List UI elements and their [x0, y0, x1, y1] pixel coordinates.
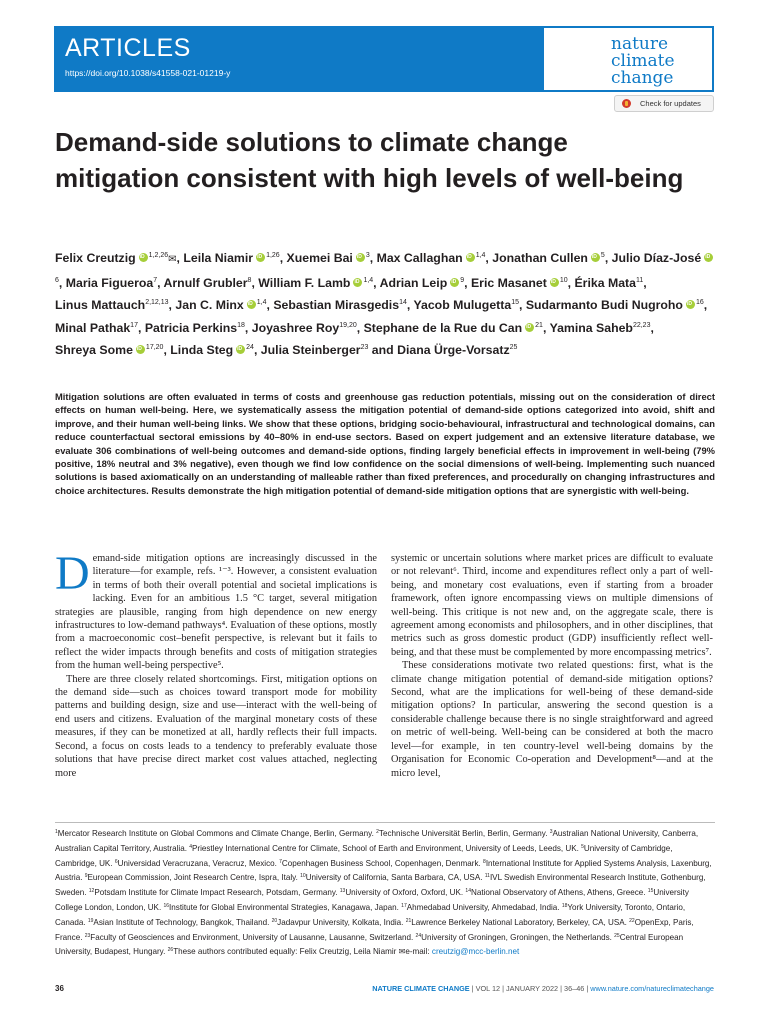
body-paragraph: These considerations motivate two related questions: first, what is the climate change mitigation potential of demand-side mitigation options? Second, what are the implications for well-being of these demand-side mitigation options? In particular, answering the second question is a considerable challenge because there is no single straightforward and agreed on metric of well-being. Well-being can be considered at both the macro level—for example, in ten country-level well-being domains by the Organisation for Economic Co-operation and Development⁸—and at the micro level,: [391, 660, 713, 779]
orcid-icon[interactable]: [139, 253, 148, 262]
author-separator: ,: [567, 275, 575, 290]
journal-logo-line1: nature: [611, 34, 669, 54]
affiliation-text: Central European University, Budapest, Hungary.: [55, 932, 684, 957]
affiliation-marker: 19,20: [339, 321, 357, 329]
affiliation-text: Lawrence Berkeley National Laboratory, Berkeley, CA, USA.: [411, 917, 630, 927]
email-link[interactable]: creutzig@mcc-berlin.net: [431, 947, 520, 957]
orcid-icon[interactable]: [686, 300, 695, 309]
affiliation-marker: 1,4: [256, 299, 267, 306]
affiliation-text: University of California, Santa Barbara, CA, USA.: [305, 873, 485, 883]
affiliation-text: University of Cambridge, Cambridge, UK.: [55, 843, 673, 868]
affiliation-marker: 18: [237, 321, 245, 329]
affiliation-number: 3: [549, 829, 553, 835]
author-separator: ,: [406, 298, 414, 312]
body-column-left: [55, 547, 377, 780]
affiliation-text: Faculty of Geosciences and Environment, University of Lausanne, Lausanne, Switzerland.: [90, 932, 416, 942]
author-separator: ,: [703, 298, 708, 312]
affiliation-marker: 1,2,26: [148, 252, 169, 259]
affiliation-text: OpenExp, Paris, France.: [55, 917, 694, 942]
affiliation-text: York University, Toronto, Ontario, Canada.: [55, 902, 686, 927]
affiliation-number: 23: [84, 932, 91, 939]
article-header: [0, 0, 768, 120]
footer-issue: | VOL 12 | JANUARY 2022 | 36–46 |: [469, 984, 591, 993]
author-name[interactable]: Arnulf Grubler: [163, 275, 248, 290]
author-separator: ,: [163, 343, 171, 357]
affiliation-text: These authors contributed equally: Felix Creutzig, Leila Niamir: [173, 947, 399, 957]
affiliation-text: European Commission, Joint Research Centre, Ispra, Italy.: [87, 873, 301, 883]
affiliation-number: 8: [483, 858, 486, 865]
affiliation-text: National Observatory of Athens, Athens, Greece.: [470, 888, 648, 898]
article-title: Demand-side solutions to climate change mitigation consistent with high levels of well-being: [55, 127, 684, 193]
affiliation-text: University of Oxford, Oxford, UK.: [345, 888, 466, 898]
affiliation-marker: 17,20: [145, 344, 164, 351]
affiliation-number: 20: [271, 917, 278, 924]
affiliation-text: Jadavpur University, Kolkata, India.: [277, 917, 406, 927]
author-name[interactable]: Shreya Some: [55, 343, 133, 357]
affiliation-number: 18: [561, 902, 568, 909]
affiliation-number: 15: [647, 888, 654, 895]
orcid-icon[interactable]: [591, 253, 600, 262]
author-separator: ,: [168, 298, 176, 312]
affiliation-number: 21: [405, 917, 412, 924]
affiliation-marker: 10: [559, 276, 568, 284]
affiliation-number: 10: [300, 873, 306, 880]
journal-logo[interactable]: [611, 36, 712, 87]
author-separator: ,: [485, 251, 493, 265]
author-separator: ,: [157, 275, 164, 290]
affiliation-marker: 6: [55, 276, 59, 284]
affiliation-text: Mercator Research Institute on Global Commons and Climate Change, Berlin, Germany.: [57, 829, 377, 838]
author-name[interactable]: Patricia Perkins: [144, 320, 238, 335]
affiliation-marker: 3: [365, 252, 370, 259]
body-paragraph: There are three closely related shortcomings. First, mitigation options on the demand side—such as choices toward transport mode for mobility patterns and building design, size and use—interact with the well-being of end users and citizens. Evaluation of the marginal monetary costs of these measures, if they can be monetized at all, hardly reflects their full impacts. Second, a focus on costs leads to a tendency to preferably evaluate those solutions that have precise direct market cost values attached, neglecting more: [55, 673, 377, 779]
affiliation-text: University of Groningen, Groningen, the Netherlands.: [421, 932, 615, 942]
author-name[interactable]: Julia Steinberger: [260, 343, 361, 357]
affiliation-text: IVL Swedish Environmental Research Institute, Gothenburg, Sweden.: [55, 873, 706, 898]
affiliation-text: Australian National University, Canberra, Australian Capital Territory, Australia.: [55, 829, 699, 853]
author-separator: ,: [137, 320, 145, 335]
author-separator: ,: [542, 320, 550, 335]
orcid-icon[interactable]: [236, 345, 245, 354]
affiliation-marker: 16: [695, 299, 704, 306]
affiliation-text: Ahmedabad University, Ahmedabad, India.: [406, 902, 562, 912]
affiliation-marker: 2,12,13: [145, 299, 169, 306]
affiliation-marker: 11: [635, 276, 644, 284]
affiliation-marker: 1,4: [475, 252, 486, 259]
affiliation-number: 24: [415, 932, 422, 939]
affiliation-number: 11: [484, 873, 490, 880]
affiliation-marker: 1,4: [363, 276, 374, 284]
doi-link[interactable]: https://doi.org/10.1038/s41558-021-01219-y: [65, 68, 231, 78]
author-name[interactable]: Sebastian Mirasgedis: [273, 298, 400, 312]
journal-footer: [372, 984, 714, 993]
author-name[interactable]: Max Callaghan: [376, 251, 463, 265]
orcid-icon[interactable]: [256, 253, 265, 262]
author-separator: ,: [266, 298, 274, 312]
author-separator: ,: [373, 275, 380, 290]
author-name[interactable]: Linda Steg: [170, 343, 234, 357]
author-name[interactable]: Leila Niamir: [183, 251, 254, 265]
affiliation-number: 2: [376, 829, 379, 835]
author-name[interactable]: Sudarmanto Budi Nugroho: [525, 298, 683, 312]
author-name[interactable]: Linus Mattauch: [55, 298, 146, 312]
orcid-icon[interactable]: [247, 300, 256, 309]
author-name[interactable]: William F. Lamb: [258, 275, 351, 290]
affiliation-text: Potsdam Institute for Climate Impact Research, Potsdam, Germany.: [94, 888, 340, 898]
affiliation-number: 12: [88, 888, 95, 895]
affiliation-marker: 25: [509, 344, 518, 351]
check-for-updates-label: Check for updates: [640, 99, 701, 108]
affiliation-marker: 9: [460, 276, 465, 284]
affiliation-marker: 24: [246, 344, 254, 351]
affiliation-marker: 15: [511, 299, 519, 306]
affiliation-marker: 14: [399, 299, 407, 306]
affiliations-footnote: [55, 822, 715, 959]
orcid-icon[interactable]: [704, 253, 713, 262]
orcid-icon[interactable]: [550, 278, 559, 287]
author-separator: ,: [650, 320, 654, 335]
body-paragraph: systemic or uncertain solutions where market prices are difficult to evaluate or not relevant⁶. Third, income and expenditures reflect only a part of well-being, and monetary cost evaluations, even if starting from a broader framework, often ignore encompassing views on multiple dimensions of well-being. This critique is not new and, on the aggregate scale, there is agreement among economists and philosophers, and in other disciplines, that metrics such as gross domestic product (GDP) insufficiently reflect well-being, and that these must be complemented by more encompassing metrics⁷.: [391, 553, 713, 658]
author-name[interactable]: Felix Creutzig: [55, 251, 136, 265]
author-separator: ,: [58, 275, 66, 290]
author-separator: ,: [279, 251, 287, 265]
orcid-icon[interactable]: [450, 278, 459, 287]
affiliation-number: 25: [614, 932, 620, 939]
affiliation-number: 26: [167, 947, 174, 954]
author-name[interactable]: Xuemei Bai: [286, 251, 353, 265]
author-separator: and: [368, 343, 398, 357]
author-name[interactable]: Jan C. Minx: [175, 298, 244, 312]
section-label: ARTICLES: [65, 34, 191, 62]
email-label: ✉e-mail:: [398, 947, 432, 957]
author-name[interactable]: Stephane de la Rue du Can: [363, 320, 523, 335]
affiliation-number: 5: [581, 843, 584, 850]
orcid-icon[interactable]: [525, 323, 534, 332]
section-banner: [54, 26, 714, 92]
author-name[interactable]: Eric Masanet: [470, 275, 547, 290]
author-name[interactable]: Adrian Leip: [379, 275, 448, 290]
affiliation-number: 17: [401, 902, 407, 909]
body-column-right: [391, 552, 713, 780]
author-name[interactable]: Joyashree Roy: [251, 320, 340, 335]
affiliation-number: 22: [629, 917, 635, 924]
check-for-updates-button[interactable]: [614, 95, 714, 112]
affiliation-marker: 7: [153, 276, 158, 284]
affiliation-text: International Institute for Applied Systems Analysis, Laxenburg, Austria.: [55, 858, 712, 883]
body-paragraph: [55, 547, 377, 673]
author-separator: ,: [643, 275, 647, 290]
author-name[interactable]: Maria Figueroa: [65, 275, 154, 290]
affiliation-number: 6: [114, 858, 118, 865]
journal-logo-box: [544, 28, 712, 90]
author-separator: ,: [251, 275, 259, 290]
author-separator: ,: [244, 320, 252, 335]
affiliation-marker: 5: [600, 252, 605, 259]
orcid-icon[interactable]: [353, 278, 362, 287]
author-name[interactable]: Minal Pathak: [55, 320, 131, 335]
author-separator: ,: [464, 275, 471, 290]
footer-journal-name: NATURE CLIMATE CHANGE: [372, 984, 470, 993]
affiliation-number: 19: [87, 917, 94, 924]
affiliation-marker: 8: [247, 276, 252, 284]
author-list: [55, 246, 715, 361]
journal-logo-line2: climate change: [611, 51, 675, 88]
affiliation-text: Copenhagen Business School, Copenhagen, Denmark.: [281, 858, 484, 868]
author-name[interactable]: Julio Díaz-José: [611, 251, 702, 265]
author-separator: ,: [518, 298, 526, 312]
affiliation-marker: 1,26: [266, 252, 280, 259]
journal-url-link[interactable]: www.nature.com/natureclimatechange: [590, 984, 714, 993]
affiliation-marker: 21: [535, 321, 543, 329]
orcid-icon[interactable]: [466, 253, 475, 262]
author-name[interactable]: Yamina Saheb: [549, 320, 633, 335]
affiliation-marker: 17: [130, 321, 138, 329]
crossmark-icon: [622, 99, 631, 108]
body-paragraph-text: emand-side mitigation options are increasingly discussed in the literature—for example, refs. ¹⁻³. However, a consistent evaluation in terms of both their overall potential and societal implications is lacking. Even for an ambitious 1.5 °C target, several mitigation strategies are plausible, ranging from high dependence on new energy infrastructures to low-demand pathways⁴. Evaluation of these options, mostly from a macroeconomic cost–benefit perspective, is relevant but it fails to reflect the wider impacts through benefits and costs of mitigation strategies from the human well-being perspective⁵.: [55, 553, 377, 672]
affiliation-number: 7: [279, 858, 282, 865]
affiliation-number: 14: [465, 888, 471, 895]
orcid-icon[interactable]: [136, 345, 145, 354]
author-separator: ,: [253, 343, 261, 357]
dropcap: D: [55, 547, 90, 600]
affiliation-number: 13: [339, 888, 346, 895]
email-icon[interactable]: ✉: [168, 254, 177, 265]
affiliation-text: Asian Institute of Technology, Bangkok, Thailand.: [93, 917, 272, 927]
affiliation-number: 9: [84, 873, 88, 880]
affiliation-text: University College London, London, UK.: [55, 888, 689, 912]
affiliation-text: Universidad Veracruzana, Veracruz, Mexico.: [117, 858, 280, 868]
affiliation-marker: 23: [360, 344, 369, 351]
affiliation-text: Institute for Global Environmental Strategies, Kanagawa, Japan.: [169, 902, 402, 912]
affiliation-number: 16: [163, 902, 170, 909]
affiliation-text: Technische Universität Berlin, Berlin, Germany.: [378, 829, 550, 838]
author-separator: ,: [604, 251, 612, 265]
author-name[interactable]: Érika Mata: [574, 275, 636, 290]
author-separator: ,: [176, 251, 184, 265]
author-separator: ,: [356, 320, 364, 335]
author-name[interactable]: Jonathan Cullen: [492, 251, 588, 265]
author-name[interactable]: Diana Ürge-Vorsatz: [397, 343, 510, 357]
abstract: Mitigation solutions are often evaluated in terms of costs and greenhouse gas reduction potentials, missing out on the consideration of direct effects on human well-being. Here, we systematically assess the mitigation potential of demand-side options categorized into avoid, shift and improve, and their human well-being links. We show that these options, bridging socio-behavioural, infrastructural and technological domains, can reduce counterfactual sectoral emissions by 40–80% in end-use sectors. Based on expert judgement and an extensive literature database, we evaluate 306 combinations of well-being outcomes and demand-side options, finding largely beneficial effects in improvement in well-being (79% positive, 18% neutral and 3% negative), even though we find low confidence on the social dimensions of well-being. Implementing such nuanced solutions is based axiomatically on an understanding of malleable rather than fixed preferences, and procedurally on changing infrastructures and choice architectures. Results demonstrate the high mitigation potential of demand-side mitigation options that are synergistic with well-being.: [55, 391, 715, 496]
page-number: 36: [55, 984, 64, 993]
affiliation-text: Priestley International Centre for Climate, School of Earth and Environment, University of Leeds, Leeds, UK.: [191, 843, 582, 853]
author-separator: ,: [369, 251, 377, 265]
affiliation-number: 1: [55, 829, 58, 835]
affiliation-number: 4: [189, 843, 192, 850]
affiliation-marker: 22,23: [632, 321, 651, 329]
orcid-icon[interactable]: [356, 253, 365, 262]
author-name[interactable]: Yacob Mulugetta: [413, 298, 512, 312]
